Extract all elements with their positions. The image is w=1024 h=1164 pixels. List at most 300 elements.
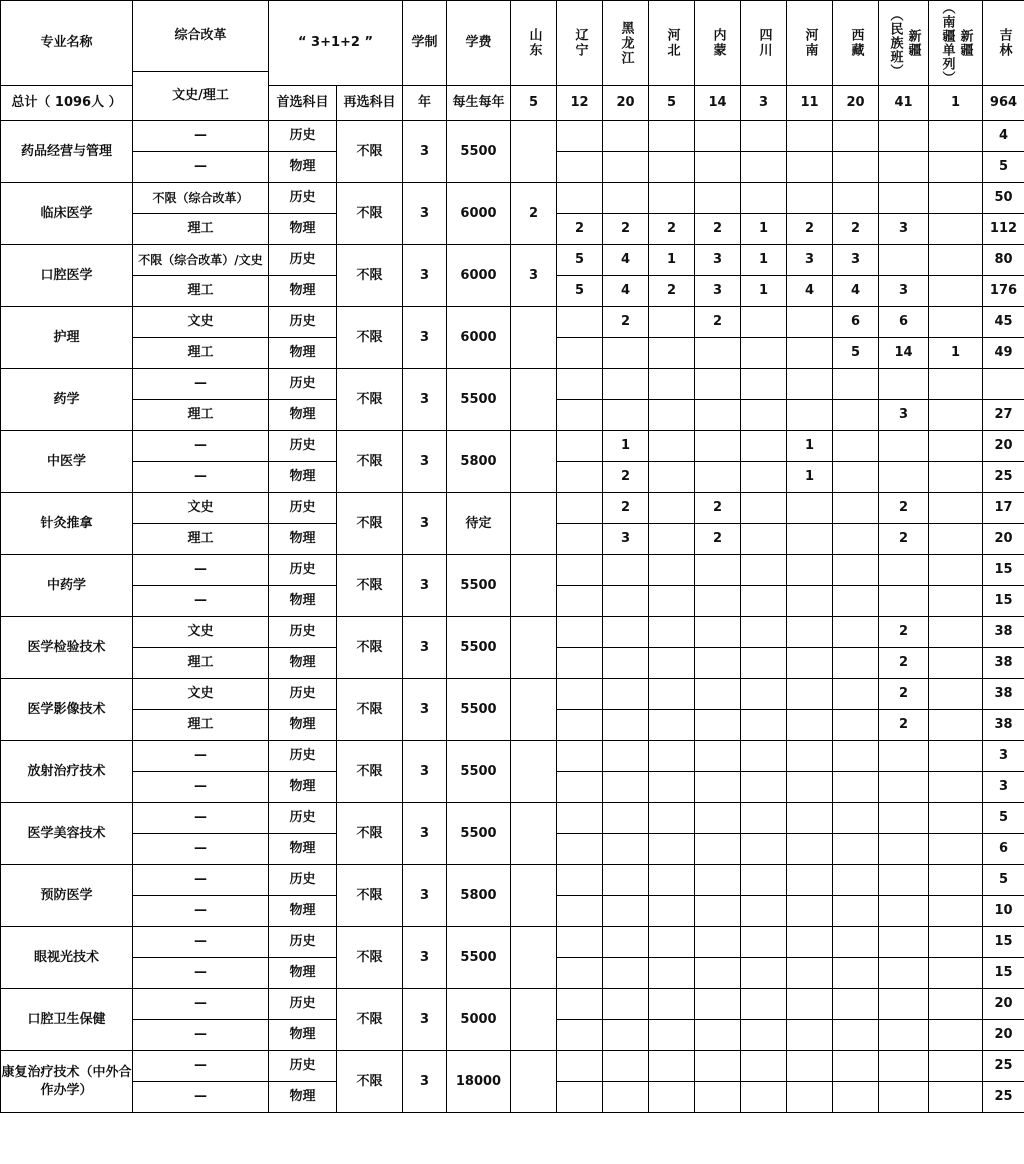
quota-cell: 2 xyxy=(879,493,929,524)
quota-cell: 15 xyxy=(983,586,1024,617)
table-row xyxy=(1,183,1024,214)
quota-cell xyxy=(879,183,929,214)
quota-cell xyxy=(557,1082,603,1113)
quota-cell xyxy=(649,338,695,369)
quota-cell xyxy=(929,400,983,431)
major-name: 眼视光技术 xyxy=(1,927,133,989)
quota-cell xyxy=(649,927,695,958)
quota-cell-shandong xyxy=(511,307,557,369)
quota-cell xyxy=(603,679,649,710)
quota-cell xyxy=(603,555,649,586)
quota-cell xyxy=(741,865,787,896)
quota-cell xyxy=(929,183,983,214)
quota-cell: 25 xyxy=(983,462,1024,493)
quota-cell xyxy=(603,1082,649,1113)
quota-cell xyxy=(879,586,929,617)
quota-cell xyxy=(557,493,603,524)
major-name: 药学 xyxy=(1,369,133,431)
quota-cell xyxy=(833,741,879,772)
quota-cell xyxy=(741,369,787,400)
first-subject-cell: 历史 xyxy=(269,741,337,772)
quota-cell xyxy=(929,245,983,276)
quota-cell xyxy=(741,896,787,927)
quota-cell xyxy=(695,710,741,741)
first-subject-cell: 历史 xyxy=(269,369,337,400)
quota-cell xyxy=(787,803,833,834)
quota-cell-shandong xyxy=(511,679,557,741)
jilin-header: 吉林 xyxy=(983,1,1024,86)
track-cell: — xyxy=(133,1020,269,1051)
second-subject-cell: 不限 xyxy=(337,431,403,493)
quota-cell xyxy=(603,1020,649,1051)
quota-cell: 49 xyxy=(983,338,1024,369)
track-cell: — xyxy=(133,1082,269,1113)
total-count: 11 xyxy=(787,86,833,121)
track-cell: — xyxy=(133,462,269,493)
first-subject-cell: 物理 xyxy=(269,772,337,803)
table-row xyxy=(1,865,1024,896)
track-cell: 理工 xyxy=(133,214,269,245)
table-row xyxy=(1,121,1024,152)
quota-cell xyxy=(833,617,879,648)
quota-cell xyxy=(833,493,879,524)
quota-cell: 1 xyxy=(741,245,787,276)
quota-cell xyxy=(557,958,603,989)
quota-cell: 2 xyxy=(833,214,879,245)
track-cell: 不限（综合改革）/文史 xyxy=(133,245,269,276)
quota-cell xyxy=(557,524,603,555)
track-cell: — xyxy=(133,555,269,586)
first-subject-cell: 历史 xyxy=(269,989,337,1020)
quota-cell xyxy=(649,524,695,555)
quota-cell xyxy=(557,586,603,617)
quota-cell-shandong: 2 xyxy=(511,183,557,245)
quota-cell xyxy=(929,834,983,865)
quota-cell: 5 xyxy=(983,865,1024,896)
track-cell: — xyxy=(133,741,269,772)
table-row xyxy=(1,493,1024,524)
quota-cell: 4 xyxy=(603,276,649,307)
quota-cell xyxy=(833,555,879,586)
quota-cell xyxy=(649,865,695,896)
quota-cell xyxy=(557,338,603,369)
quota-cell xyxy=(649,431,695,462)
fee-header: 学费 xyxy=(447,1,511,86)
duration-cell: 3 xyxy=(403,555,447,617)
quota-cell xyxy=(649,741,695,772)
quota-cell xyxy=(787,152,833,183)
province-header-5: 四川 xyxy=(741,1,787,86)
quota-cell xyxy=(649,710,695,741)
quota-cell xyxy=(833,927,879,958)
quota-cell xyxy=(695,586,741,617)
quota-cell xyxy=(603,803,649,834)
track-cell: — xyxy=(133,431,269,462)
first-subject-cell: 历史 xyxy=(269,555,337,586)
quota-cell xyxy=(741,1051,787,1082)
quota-cell xyxy=(695,338,741,369)
quota-cell xyxy=(603,121,649,152)
fee-cell: 5500 xyxy=(447,617,511,679)
quota-cell: 1 xyxy=(787,462,833,493)
quota-cell xyxy=(649,493,695,524)
quota-cell: 80 xyxy=(983,245,1024,276)
quota-cell: 10 xyxy=(983,896,1024,927)
quota-cell xyxy=(649,152,695,183)
quota-cell xyxy=(787,679,833,710)
quota-cell xyxy=(649,1082,695,1113)
quota-cell xyxy=(695,927,741,958)
quota-cell xyxy=(649,679,695,710)
second-subject-cell: 不限 xyxy=(337,1051,403,1113)
quota-cell xyxy=(929,307,983,338)
first-subject-cell: 物理 xyxy=(269,586,337,617)
major-name: 口腔卫生保健 xyxy=(1,989,133,1051)
duration-cell: 3 xyxy=(403,245,447,307)
second-subject-cell: 不限 xyxy=(337,493,403,555)
quota-cell: 3 xyxy=(983,772,1024,803)
first-subject-cell: 物理 xyxy=(269,152,337,183)
quota-cell xyxy=(833,1020,879,1051)
quota-cell xyxy=(695,400,741,431)
quota-cell-shandong: 3 xyxy=(511,245,557,307)
quota-cell: 1 xyxy=(649,245,695,276)
major-name: 药品经营与管理 xyxy=(1,121,133,183)
quota-cell: 4 xyxy=(787,276,833,307)
track-cell: 理工 xyxy=(133,400,269,431)
table-row xyxy=(1,307,1024,338)
total-count: 5 xyxy=(649,86,695,121)
table-header xyxy=(1,1,1024,121)
quota-cell xyxy=(649,958,695,989)
quota-cell xyxy=(833,865,879,896)
quota-cell xyxy=(929,555,983,586)
first-subject-cell: 物理 xyxy=(269,462,337,493)
quota-cell xyxy=(879,1020,929,1051)
track-cell: 文史 xyxy=(133,493,269,524)
track-cell: — xyxy=(133,834,269,865)
quota-cell xyxy=(649,617,695,648)
quota-cell: 45 xyxy=(983,307,1024,338)
quota-cell xyxy=(741,710,787,741)
fee-cell: 待定 xyxy=(447,493,511,555)
quota-cell: 5 xyxy=(833,338,879,369)
quota-cell: 6 xyxy=(983,834,1024,865)
quota-cell-shandong xyxy=(511,1051,557,1113)
quota-cell: 2 xyxy=(603,462,649,493)
province-header-2: 黑龙江 xyxy=(603,1,649,86)
fee-cell: 5500 xyxy=(447,741,511,803)
fee-cell: 6000 xyxy=(447,183,511,245)
xinjiang-ethnic-header: 新疆 （民族班） xyxy=(879,1,929,86)
reform-header: 综合改革 xyxy=(133,1,269,72)
quota-cell: 1 xyxy=(741,214,787,245)
province-header-3: 河北 xyxy=(649,1,695,86)
quota-cell xyxy=(741,1082,787,1113)
quota-cell: 17 xyxy=(983,493,1024,524)
quota-cell xyxy=(983,369,1024,400)
quota-cell: 3 xyxy=(879,214,929,245)
quota-cell: 2 xyxy=(649,276,695,307)
quota-cell xyxy=(929,865,983,896)
first-subject-label: 首选科目 xyxy=(269,86,337,121)
quota-cell: 3 xyxy=(879,276,929,307)
quota-cell: 3 xyxy=(695,276,741,307)
quota-cell xyxy=(833,152,879,183)
quota-cell: 20 xyxy=(983,431,1024,462)
total-count: 1 xyxy=(929,86,983,121)
quota-cell xyxy=(695,989,741,1020)
quota-cell xyxy=(557,183,603,214)
quota-cell xyxy=(879,927,929,958)
second-subject-cell: 不限 xyxy=(337,121,403,183)
table-row xyxy=(1,555,1024,586)
quota-cell: 5 xyxy=(983,152,1024,183)
table-row xyxy=(1,803,1024,834)
quota-cell xyxy=(649,183,695,214)
quota-cell xyxy=(741,121,787,152)
quota-cell xyxy=(833,431,879,462)
quota-cell xyxy=(557,369,603,400)
quota-cell xyxy=(603,989,649,1020)
quota-cell xyxy=(557,152,603,183)
quota-cell xyxy=(603,400,649,431)
quota-cell xyxy=(649,803,695,834)
quota-cell xyxy=(557,679,603,710)
quota-cell xyxy=(787,121,833,152)
quota-cell: 4 xyxy=(983,121,1024,152)
quota-cell xyxy=(603,648,649,679)
duration-header: 学制 xyxy=(403,1,447,86)
quota-cell: 25 xyxy=(983,1082,1024,1113)
quota-cell: 38 xyxy=(983,710,1024,741)
quota-cell xyxy=(649,369,695,400)
total-count: 20 xyxy=(833,86,879,121)
first-subject-cell: 物理 xyxy=(269,524,337,555)
second-subject-cell: 不限 xyxy=(337,307,403,369)
table-row xyxy=(1,741,1024,772)
quota-cell: 38 xyxy=(983,679,1024,710)
quota-cell xyxy=(929,896,983,927)
quota-cell: 25 xyxy=(983,1051,1024,1082)
quota-cell: 2 xyxy=(695,307,741,338)
quota-cell: 27 xyxy=(983,400,1024,431)
duration-cell: 3 xyxy=(403,493,447,555)
track-cell: — xyxy=(133,152,269,183)
quota-cell: 38 xyxy=(983,617,1024,648)
quota-cell: 2 xyxy=(557,214,603,245)
quota-cell xyxy=(695,648,741,679)
duration-cell: 3 xyxy=(403,121,447,183)
quota-cell xyxy=(603,710,649,741)
quota-cell xyxy=(695,772,741,803)
track-cell: — xyxy=(133,772,269,803)
quota-cell xyxy=(833,524,879,555)
fee-cell: 5500 xyxy=(447,121,511,183)
quota-cell: 3 xyxy=(603,524,649,555)
quota-cell xyxy=(695,555,741,586)
first-subject-cell: 历史 xyxy=(269,617,337,648)
quota-cell: 2 xyxy=(787,214,833,245)
quota-cell xyxy=(787,524,833,555)
quota-cell xyxy=(695,183,741,214)
second-subject-cell: 不限 xyxy=(337,741,403,803)
first-subject-cell: 历史 xyxy=(269,245,337,276)
table-row xyxy=(1,927,1024,958)
quota-cell xyxy=(879,555,929,586)
quota-cell: 15 xyxy=(983,555,1024,586)
quota-cell xyxy=(741,958,787,989)
quota-cell xyxy=(649,648,695,679)
total-count: 964 xyxy=(983,86,1024,121)
quota-cell xyxy=(649,555,695,586)
quota-cell xyxy=(879,958,929,989)
quota-cell-shandong xyxy=(511,121,557,183)
major-name: 医学美容技术 xyxy=(1,803,133,865)
quota-cell xyxy=(929,214,983,245)
quota-cell xyxy=(741,152,787,183)
fee-cell: 5800 xyxy=(447,865,511,927)
quota-cell-shandong xyxy=(511,617,557,679)
quota-cell xyxy=(879,989,929,1020)
total-count: 14 xyxy=(695,86,741,121)
quota-cell xyxy=(695,1051,741,1082)
duration-cell: 3 xyxy=(403,989,447,1051)
quota-cell xyxy=(833,183,879,214)
quota-cell xyxy=(695,121,741,152)
quota-cell xyxy=(557,1020,603,1051)
quota-cell xyxy=(603,586,649,617)
quota-cell: 4 xyxy=(603,245,649,276)
quota-cell-shandong xyxy=(511,865,557,927)
quota-cell xyxy=(879,431,929,462)
quota-cell xyxy=(603,865,649,896)
quota-cell xyxy=(787,865,833,896)
first-subject-cell: 历史 xyxy=(269,183,337,214)
quota-cell: 2 xyxy=(603,493,649,524)
second-subject-cell: 不限 xyxy=(337,927,403,989)
quota-cell xyxy=(603,183,649,214)
quota-cell xyxy=(833,1051,879,1082)
first-subject-cell: 物理 xyxy=(269,710,337,741)
quota-cell xyxy=(695,958,741,989)
track-cell: — xyxy=(133,958,269,989)
fee-cell: 5500 xyxy=(447,679,511,741)
track-cell: 理工 xyxy=(133,524,269,555)
quota-cell xyxy=(787,307,833,338)
second-subject-cell: 不限 xyxy=(337,803,403,865)
major-name-header: 专业名称 xyxy=(1,1,133,86)
quota-cell xyxy=(879,245,929,276)
table-row xyxy=(1,369,1024,400)
quota-cell xyxy=(929,989,983,1020)
duration-cell: 3 xyxy=(403,369,447,431)
quota-cell: 5 xyxy=(557,245,603,276)
quota-cell xyxy=(787,400,833,431)
track-cell: — xyxy=(133,1051,269,1082)
quota-cell xyxy=(557,307,603,338)
quota-cell xyxy=(929,276,983,307)
quota-cell xyxy=(557,927,603,958)
major-name: 临床医学 xyxy=(1,183,133,245)
quota-cell xyxy=(649,834,695,865)
quota-cell-shandong xyxy=(511,555,557,617)
quota-cell xyxy=(603,927,649,958)
quota-cell: 112 xyxy=(983,214,1024,245)
fee-cell: 18000 xyxy=(447,1051,511,1113)
quota-cell xyxy=(741,648,787,679)
major-name: 康复治疗技术（中外合作办学） xyxy=(1,1051,133,1113)
quota-cell-shandong xyxy=(511,927,557,989)
quota-cell xyxy=(603,772,649,803)
quota-cell xyxy=(649,989,695,1020)
second-subject-cell: 不限 xyxy=(337,245,403,307)
second-subject-cell: 不限 xyxy=(337,865,403,927)
majors-body xyxy=(1,121,1024,1113)
scheme-header: “ 3+1+2 ” xyxy=(269,1,403,86)
first-subject-cell: 历史 xyxy=(269,431,337,462)
quota-cell xyxy=(741,989,787,1020)
quota-cell xyxy=(787,1051,833,1082)
quota-cell xyxy=(833,369,879,400)
quota-cell: 3 xyxy=(983,741,1024,772)
quota-cell xyxy=(741,555,787,586)
quota-cell xyxy=(557,648,603,679)
first-subject-cell: 物理 xyxy=(269,834,337,865)
quota-cell: 2 xyxy=(603,214,649,245)
quota-cell xyxy=(603,152,649,183)
major-name: 医学影像技术 xyxy=(1,679,133,741)
quota-cell xyxy=(879,1051,929,1082)
fee-cell: 5800 xyxy=(447,431,511,493)
second-subject-cell: 不限 xyxy=(337,183,403,245)
track-cell: — xyxy=(133,586,269,617)
quota-cell: 4 xyxy=(833,276,879,307)
total-count: 41 xyxy=(879,86,929,121)
total-count: 12 xyxy=(557,86,603,121)
quota-cell: 2 xyxy=(603,307,649,338)
quota-cell: 15 xyxy=(983,927,1024,958)
quota-cell xyxy=(741,927,787,958)
quota-cell xyxy=(879,772,929,803)
quota-cell xyxy=(833,121,879,152)
total-label: 总计（ 1096人 ） xyxy=(1,86,133,121)
quota-cell xyxy=(787,834,833,865)
quota-cell: 20 xyxy=(983,524,1024,555)
quota-cell: 2 xyxy=(879,617,929,648)
quota-cell xyxy=(557,989,603,1020)
duration-cell: 3 xyxy=(403,741,447,803)
quota-cell-shandong xyxy=(511,493,557,555)
quota-cell: 2 xyxy=(879,679,929,710)
quota-cell xyxy=(833,462,879,493)
quota-cell xyxy=(929,369,983,400)
major-name: 针灸推拿 xyxy=(1,493,133,555)
first-subject-cell: 历史 xyxy=(269,679,337,710)
first-subject-cell: 物理 xyxy=(269,1082,337,1113)
total-count: 20 xyxy=(603,86,649,121)
second-subject-label: 再选科目 xyxy=(337,86,403,121)
quota-cell xyxy=(929,586,983,617)
quota-cell: 5 xyxy=(557,276,603,307)
quota-cell xyxy=(787,648,833,679)
quota-cell: 2 xyxy=(649,214,695,245)
quota-cell xyxy=(741,524,787,555)
quota-cell xyxy=(787,927,833,958)
table-row xyxy=(1,989,1024,1020)
fee-cell: 6000 xyxy=(447,307,511,369)
quota-cell: 38 xyxy=(983,648,1024,679)
